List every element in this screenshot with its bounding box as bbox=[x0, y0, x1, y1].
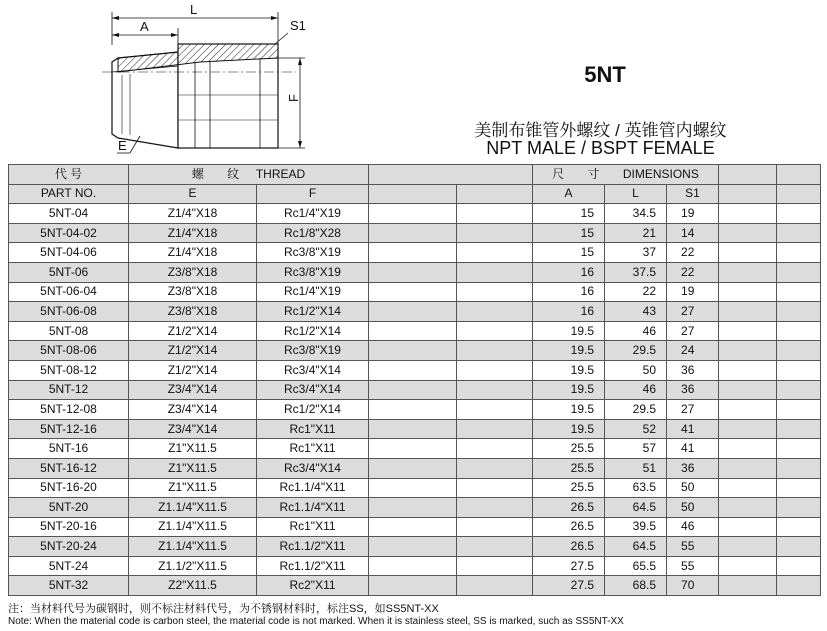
cell-s1: 22 bbox=[667, 243, 719, 263]
cell-e: Z1/2"X14 bbox=[129, 360, 257, 380]
cell-blank bbox=[719, 380, 777, 400]
cell-part-no: 5NT-16-20 bbox=[9, 478, 129, 498]
table-row bbox=[9, 517, 821, 537]
cell-l: 37.5 bbox=[605, 262, 667, 282]
cell-e: Z1.1/2"X11.5 bbox=[129, 556, 257, 576]
cell-e: Z1/4"X18 bbox=[129, 243, 257, 263]
header-blank bbox=[719, 184, 777, 204]
cell-s1: 50 bbox=[667, 498, 719, 518]
cell-s1: 22 bbox=[667, 262, 719, 282]
header-part-no: PART NO. bbox=[9, 184, 129, 204]
cell-a: 16 bbox=[533, 282, 605, 302]
cell-l: 46 bbox=[605, 321, 667, 341]
table-row bbox=[9, 458, 821, 478]
cell-l: 34.5 bbox=[605, 204, 667, 224]
dim-label-e: E bbox=[118, 138, 127, 153]
cell-s1: 24 bbox=[667, 341, 719, 361]
cell-a: 25.5 bbox=[533, 478, 605, 498]
cell-blank bbox=[777, 576, 821, 596]
header-row-2 bbox=[9, 184, 821, 204]
table-body bbox=[9, 204, 821, 596]
header-dimensions bbox=[533, 165, 719, 185]
cell-part-no: 5NT-20-16 bbox=[9, 517, 129, 537]
title-english: NPT MALE / BSPT FEMALE bbox=[486, 138, 715, 158]
cell-blank bbox=[777, 204, 821, 224]
table-row bbox=[9, 419, 821, 439]
cell-f: Rc3/8"X19 bbox=[257, 243, 369, 263]
cell-l: 63.5 bbox=[605, 478, 667, 498]
cell-blank bbox=[777, 282, 821, 302]
cell-blank bbox=[369, 243, 457, 263]
cell-blank bbox=[457, 380, 533, 400]
cell-blank bbox=[369, 537, 457, 557]
cell-blank bbox=[777, 262, 821, 282]
cell-blank bbox=[719, 517, 777, 537]
cell-s1: 19 bbox=[667, 282, 719, 302]
cell-part-no: 5NT-06-08 bbox=[9, 302, 129, 322]
cell-f: Rc1/2"X14 bbox=[257, 400, 369, 420]
cell-l: 64.5 bbox=[605, 537, 667, 557]
cell-blank bbox=[777, 419, 821, 439]
cell-f: Rc3/4"X14 bbox=[257, 360, 369, 380]
cell-blank bbox=[369, 321, 457, 341]
cell-blank bbox=[777, 380, 821, 400]
cell-s1: 27 bbox=[667, 400, 719, 420]
dim-label-f: F bbox=[286, 94, 301, 102]
cell-l: 51 bbox=[605, 458, 667, 478]
cell-blank bbox=[369, 302, 457, 322]
cell-l: 50 bbox=[605, 360, 667, 380]
cell-s1: 46 bbox=[667, 517, 719, 537]
cell-part-no: 5NT-04-02 bbox=[9, 223, 129, 243]
cell-f: Rc2"X11 bbox=[257, 576, 369, 596]
table-row bbox=[9, 302, 821, 322]
cell-l: 39.5 bbox=[605, 517, 667, 537]
table-row bbox=[9, 537, 821, 557]
cell-part-no: 5NT-32 bbox=[9, 576, 129, 596]
cell-a: 26.5 bbox=[533, 537, 605, 557]
cell-blank bbox=[457, 458, 533, 478]
cell-e: Z1.1/4"X11.5 bbox=[129, 517, 257, 537]
cell-part-no: 5NT-08-06 bbox=[9, 341, 129, 361]
cell-a: 19.5 bbox=[533, 419, 605, 439]
cell-e: Z3/4"X14 bbox=[129, 380, 257, 400]
cell-blank bbox=[457, 556, 533, 576]
cell-a: 26.5 bbox=[533, 517, 605, 537]
cell-part-no: 5NT-06 bbox=[9, 262, 129, 282]
cell-s1: 36 bbox=[667, 360, 719, 380]
table-row bbox=[9, 262, 821, 282]
cell-blank bbox=[719, 262, 777, 282]
cell-blank bbox=[457, 537, 533, 557]
cell-a: 27.5 bbox=[533, 576, 605, 596]
cell-f: Rc3/4"X14 bbox=[257, 380, 369, 400]
cell-blank bbox=[719, 400, 777, 420]
cell-blank bbox=[369, 360, 457, 380]
cell-s1: 41 bbox=[667, 439, 719, 459]
cell-blank bbox=[719, 341, 777, 361]
cell-f: Rc1.1/4"X11 bbox=[257, 498, 369, 518]
table-row bbox=[9, 204, 821, 224]
cell-s1: 55 bbox=[667, 537, 719, 557]
cell-part-no: 5NT-20-24 bbox=[9, 537, 129, 557]
table-row bbox=[9, 223, 821, 243]
cell-blank bbox=[457, 400, 533, 420]
cell-l: 52 bbox=[605, 419, 667, 439]
cell-blank bbox=[457, 517, 533, 537]
cell-blank bbox=[719, 537, 777, 557]
cell-blank bbox=[457, 576, 533, 596]
cell-s1: 55 bbox=[667, 556, 719, 576]
header-blank bbox=[457, 184, 533, 204]
cell-blank bbox=[719, 498, 777, 518]
cell-blank bbox=[457, 478, 533, 498]
cell-a: 19.5 bbox=[533, 360, 605, 380]
cell-blank bbox=[777, 360, 821, 380]
cell-e: Z1/4"X18 bbox=[129, 223, 257, 243]
header-blank bbox=[777, 184, 821, 204]
cell-e: Z1"X11.5 bbox=[129, 458, 257, 478]
cell-blank bbox=[369, 576, 457, 596]
cell-part-no: 5NT-12-16 bbox=[9, 419, 129, 439]
header-s1: S1 bbox=[667, 184, 719, 204]
cell-s1: 41 bbox=[667, 419, 719, 439]
cell-part-no: 5NT-04 bbox=[9, 204, 129, 224]
cell-blank bbox=[719, 302, 777, 322]
cell-f: Rc3/8"X19 bbox=[257, 262, 369, 282]
cell-blank bbox=[369, 262, 457, 282]
cell-a: 16 bbox=[533, 262, 605, 282]
cell-part-no: 5NT-12-08 bbox=[9, 400, 129, 420]
cell-part-no: 5NT-16 bbox=[9, 439, 129, 459]
cell-a: 15 bbox=[533, 243, 605, 263]
cell-blank bbox=[457, 341, 533, 361]
cell-blank bbox=[719, 204, 777, 224]
cell-f: Rc1/2"X14 bbox=[257, 321, 369, 341]
cell-blank bbox=[369, 517, 457, 537]
cell-blank bbox=[369, 419, 457, 439]
cell-a: 19.5 bbox=[533, 380, 605, 400]
cell-blank bbox=[719, 556, 777, 576]
cell-blank bbox=[457, 321, 533, 341]
cell-blank bbox=[777, 243, 821, 263]
table-row bbox=[9, 400, 821, 420]
cell-blank bbox=[369, 439, 457, 459]
header-blank bbox=[777, 165, 821, 185]
cell-part-no: 5NT-12 bbox=[9, 380, 129, 400]
cell-blank bbox=[457, 498, 533, 518]
cell-f: Rc1.1/2"X11 bbox=[257, 537, 369, 557]
header-f: F bbox=[257, 184, 369, 204]
cell-blank bbox=[457, 360, 533, 380]
cell-e: Z1.1/4"X11.5 bbox=[129, 537, 257, 557]
cell-f: Rc1"X11 bbox=[257, 517, 369, 537]
cell-blank bbox=[777, 478, 821, 498]
cell-e: Z3/8"X18 bbox=[129, 302, 257, 322]
cell-l: 65.5 bbox=[605, 556, 667, 576]
header-blank bbox=[369, 165, 533, 185]
table-row bbox=[9, 478, 821, 498]
cell-blank bbox=[457, 262, 533, 282]
cell-e: Z1"X11.5 bbox=[129, 439, 257, 459]
cell-blank bbox=[719, 321, 777, 341]
note-english: Note: When the material code is carbon steel, the material code is not marked. When it is stainless steel, SS is marked, such as SS5NT-XX bbox=[8, 616, 624, 627]
header-dim-cn: 尺 寸 bbox=[552, 166, 610, 181]
cell-f: Rc3/4"X14 bbox=[257, 458, 369, 478]
header-thread-cn: 螺 纹 bbox=[191, 166, 250, 181]
table-row bbox=[9, 498, 821, 518]
cell-blank bbox=[719, 478, 777, 498]
cell-l: 29.5 bbox=[605, 341, 667, 361]
cell-blank bbox=[777, 458, 821, 478]
cell-e: Z3/8"X18 bbox=[129, 282, 257, 302]
cell-blank bbox=[719, 419, 777, 439]
cell-blank bbox=[369, 223, 457, 243]
note-chinese: 注：当材料代号为碳钢时，则不标注材料代号，为不锈钢材料时，标注SS，如SS5NT-XX bbox=[8, 603, 439, 615]
cell-a: 19.5 bbox=[533, 321, 605, 341]
cell-blank bbox=[457, 204, 533, 224]
cell-blank bbox=[369, 478, 457, 498]
cell-l: 29.5 bbox=[605, 400, 667, 420]
cell-s1: 70 bbox=[667, 576, 719, 596]
cell-blank bbox=[369, 458, 457, 478]
cell-e: Z3/4"X14 bbox=[129, 400, 257, 420]
cell-l: 64.5 bbox=[605, 498, 667, 518]
cell-a: 25.5 bbox=[533, 439, 605, 459]
cell-blank bbox=[719, 223, 777, 243]
cell-blank bbox=[777, 517, 821, 537]
header-e: E bbox=[129, 184, 257, 204]
cell-a: 25.5 bbox=[533, 458, 605, 478]
cell-f: Rc1/2"X14 bbox=[257, 302, 369, 322]
header-blank bbox=[719, 165, 777, 185]
header-row-1 bbox=[9, 165, 821, 185]
cell-e: Z1/4"X18 bbox=[129, 204, 257, 224]
cell-s1: 50 bbox=[667, 478, 719, 498]
cell-blank bbox=[369, 556, 457, 576]
cell-blank bbox=[369, 400, 457, 420]
table-row bbox=[9, 360, 821, 380]
cell-e: Z1.1/4"X11.5 bbox=[129, 498, 257, 518]
title-chinese: 美制布锥管外螺纹 / 英锥管内螺纹 bbox=[474, 121, 727, 140]
cell-blank bbox=[369, 341, 457, 361]
cell-blank bbox=[719, 243, 777, 263]
cell-e: Z3/8"X18 bbox=[129, 262, 257, 282]
table-row bbox=[9, 576, 821, 596]
cell-s1: 27 bbox=[667, 321, 719, 341]
cell-blank bbox=[719, 360, 777, 380]
table-row bbox=[9, 341, 821, 361]
spec-table bbox=[8, 164, 821, 596]
cell-e: Z3/4"X14 bbox=[129, 419, 257, 439]
cell-part-no: 5NT-08 bbox=[9, 321, 129, 341]
cell-blank bbox=[777, 498, 821, 518]
cell-l: 22 bbox=[605, 282, 667, 302]
cell-e: Z1/2"X14 bbox=[129, 321, 257, 341]
cell-blank bbox=[777, 341, 821, 361]
cell-l: 57 bbox=[605, 439, 667, 459]
table-row bbox=[9, 282, 821, 302]
cell-s1: 19 bbox=[667, 204, 719, 224]
table-row bbox=[9, 321, 821, 341]
cell-blank bbox=[719, 439, 777, 459]
cell-blank bbox=[457, 302, 533, 322]
cell-s1: 36 bbox=[667, 458, 719, 478]
table-row bbox=[9, 439, 821, 459]
cell-f: Rc1"X11 bbox=[257, 419, 369, 439]
table-row bbox=[9, 243, 821, 263]
cell-e: Z1/2"X14 bbox=[129, 341, 257, 361]
cell-f: Rc3/8"X19 bbox=[257, 341, 369, 361]
cell-blank bbox=[719, 458, 777, 478]
cell-part-no: 5NT-08-12 bbox=[9, 360, 129, 380]
cell-blank bbox=[457, 439, 533, 459]
header-thread-en: THREAD bbox=[255, 166, 306, 181]
cell-f: Rc1"X11 bbox=[257, 439, 369, 459]
header-blank bbox=[369, 184, 457, 204]
cell-blank bbox=[457, 282, 533, 302]
fitting-drawing bbox=[100, 0, 330, 160]
cell-a: 15 bbox=[533, 204, 605, 224]
cell-f: Rc1/4"X19 bbox=[257, 204, 369, 224]
model-number: 5NT bbox=[584, 62, 626, 87]
cell-blank bbox=[369, 204, 457, 224]
cell-blank bbox=[777, 302, 821, 322]
dim-label-l: L bbox=[190, 2, 198, 17]
header-l: L bbox=[605, 184, 667, 204]
cell-a: 16 bbox=[533, 302, 605, 322]
header-thread bbox=[129, 165, 369, 185]
cell-blank bbox=[457, 419, 533, 439]
cell-a: 15 bbox=[533, 223, 605, 243]
cell-blank bbox=[777, 537, 821, 557]
cell-a: 19.5 bbox=[533, 400, 605, 420]
cell-part-no: 5NT-06-04 bbox=[9, 282, 129, 302]
header-code-cn: 代 号 bbox=[9, 165, 129, 185]
table-row bbox=[9, 556, 821, 576]
cell-blank bbox=[777, 556, 821, 576]
cell-blank bbox=[777, 321, 821, 341]
cell-f: Rc1.1/4"X11 bbox=[257, 478, 369, 498]
cell-blank bbox=[777, 400, 821, 420]
cell-a: 19.5 bbox=[533, 341, 605, 361]
cell-blank bbox=[777, 223, 821, 243]
cell-blank bbox=[369, 282, 457, 302]
cell-a: 27.5 bbox=[533, 556, 605, 576]
cell-l: 68.5 bbox=[605, 576, 667, 596]
cell-blank bbox=[369, 380, 457, 400]
cell-blank bbox=[457, 223, 533, 243]
cell-blank bbox=[457, 243, 533, 263]
cell-blank bbox=[369, 498, 457, 518]
cell-l: 21 bbox=[605, 223, 667, 243]
cell-part-no: 5NT-04-06 bbox=[9, 243, 129, 263]
header-dim-en: DIMENSIONS bbox=[622, 166, 699, 181]
cell-l: 46 bbox=[605, 380, 667, 400]
header-a: A bbox=[533, 184, 605, 204]
cell-f: Rc1/4"X19 bbox=[257, 282, 369, 302]
cell-part-no: 5NT-24 bbox=[9, 556, 129, 576]
dim-label-a: A bbox=[140, 19, 149, 34]
cell-s1: 36 bbox=[667, 380, 719, 400]
cell-s1: 27 bbox=[667, 302, 719, 322]
cell-part-no: 5NT-20 bbox=[9, 498, 129, 518]
cell-blank bbox=[719, 282, 777, 302]
cell-part-no: 5NT-16-12 bbox=[9, 458, 129, 478]
cell-l: 43 bbox=[605, 302, 667, 322]
cell-e: Z2"X11.5 bbox=[129, 576, 257, 596]
cell-f: Rc1/8"X28 bbox=[257, 223, 369, 243]
cell-a: 26.5 bbox=[533, 498, 605, 518]
cell-blank bbox=[777, 439, 821, 459]
cell-blank bbox=[719, 576, 777, 596]
cell-f: Rc1.1/2"X11 bbox=[257, 556, 369, 576]
dim-label-s1: S1 bbox=[290, 18, 306, 33]
cell-l: 37 bbox=[605, 243, 667, 263]
cell-e: Z1"X11.5 bbox=[129, 478, 257, 498]
cell-s1: 14 bbox=[667, 223, 719, 243]
table-row bbox=[9, 380, 821, 400]
